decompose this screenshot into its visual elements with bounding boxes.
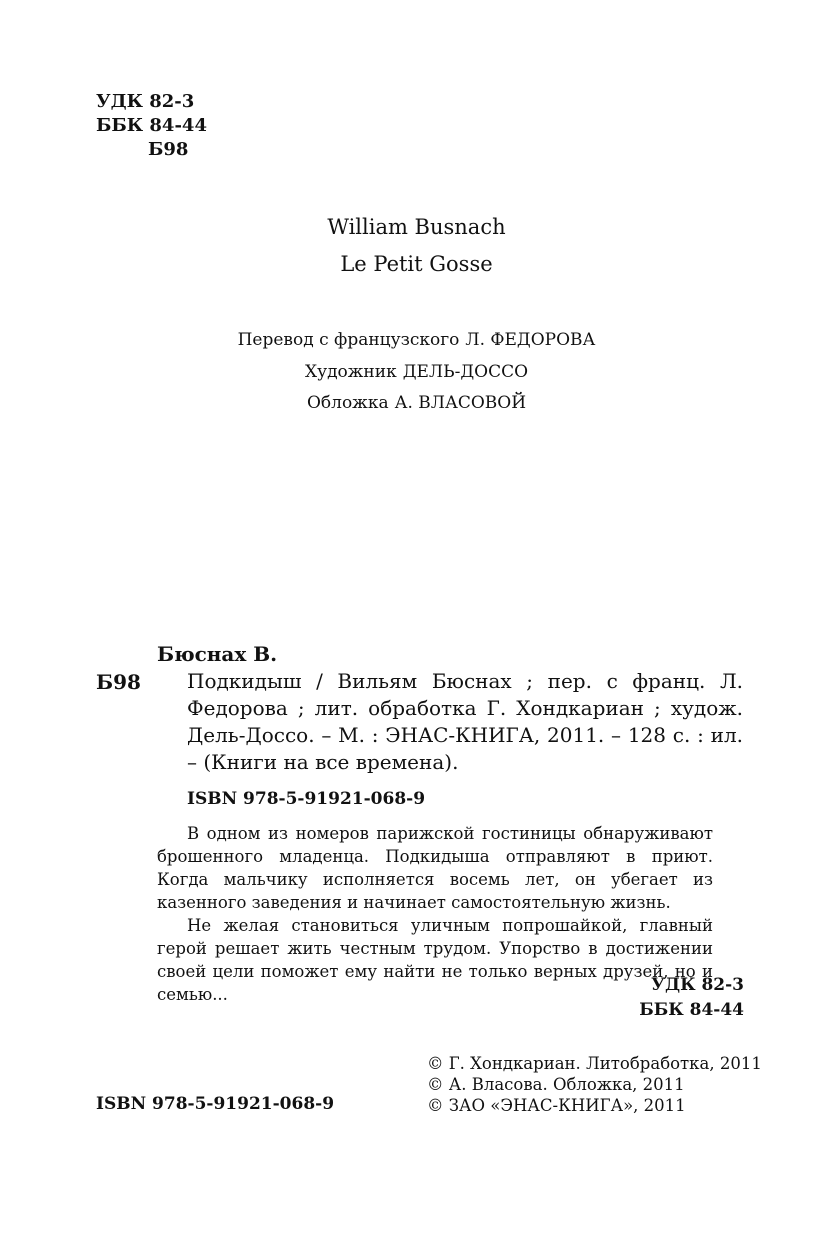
credit-role: Обложка [306, 393, 389, 413]
classification-block [96, 90, 207, 162]
card-udk: УДК 82-3 [651, 975, 744, 995]
credit-cover [0, 393, 833, 413]
annotation-paragraph: В одном из номеров парижской гостиницы обнаруживают брошенного младенца. Подкидыша отправляют в приют. Когда мальчику исполняется восемь лет, он убегает из казенного заведения и начинает самостоятельную жизнь. [157, 824, 713, 912]
credit-name: Л. ФЕДОРОВА [465, 330, 596, 350]
card-annotation [157, 822, 713, 1006]
udk-code: УДК 82-3 [96, 91, 195, 112]
copyright-line: © А. Власова. Обложка, 2011 [427, 1075, 685, 1094]
annotation-paragraph: Не желая становиться уличным попрошайкой, главный герой решает жить честным трудом. Упорство в достижении своей цели поможет ему найти не только верных друзей, но и семью... [157, 916, 713, 1004]
credit-translator [0, 330, 833, 350]
credit-name: ДЕЛЬ-ДОССО [402, 362, 529, 382]
credit-name: А. ВЛАСОВОЙ [394, 393, 527, 413]
copyright-line: © Г. Хондкариан. Литобработка, 2011 [427, 1054, 762, 1073]
credit-role: Перевод с французского [237, 330, 460, 350]
copyright-line: © ЗАО «ЭНАС-КНИГА», 2011 [427, 1096, 686, 1115]
card-isbn: ISBN 978-5-91921-068-9 [187, 789, 426, 809]
card-bbk: ББК 84-44 [639, 1000, 744, 1020]
credit-illustrator [0, 362, 833, 382]
copyright-block [427, 1053, 762, 1116]
original-author: William Busnach [327, 215, 506, 239]
bbk-code: ББК 84-44 [96, 115, 207, 136]
card-code: Б98 [96, 670, 141, 694]
credit-role: Художник [304, 362, 397, 382]
original-title: Le Petit Gosse [340, 252, 493, 276]
card-classification [639, 973, 744, 1023]
footer-isbn: ISBN 978-5-91921-068-9 [96, 1094, 335, 1114]
card-description: Подкидыш / Вильям Бюснах ; пер. с франц. Л. Федорова ; лит. обработка Г. Хондкариан ; худож. Дель-Доссо. – М. : ЭНАС-КНИГА, 2011. – 128 с. : ил. – (Книги на все времена). [187, 669, 743, 774]
card-author-heading: Бюснах В. [157, 642, 278, 666]
author-mark: Б98 [148, 139, 189, 160]
